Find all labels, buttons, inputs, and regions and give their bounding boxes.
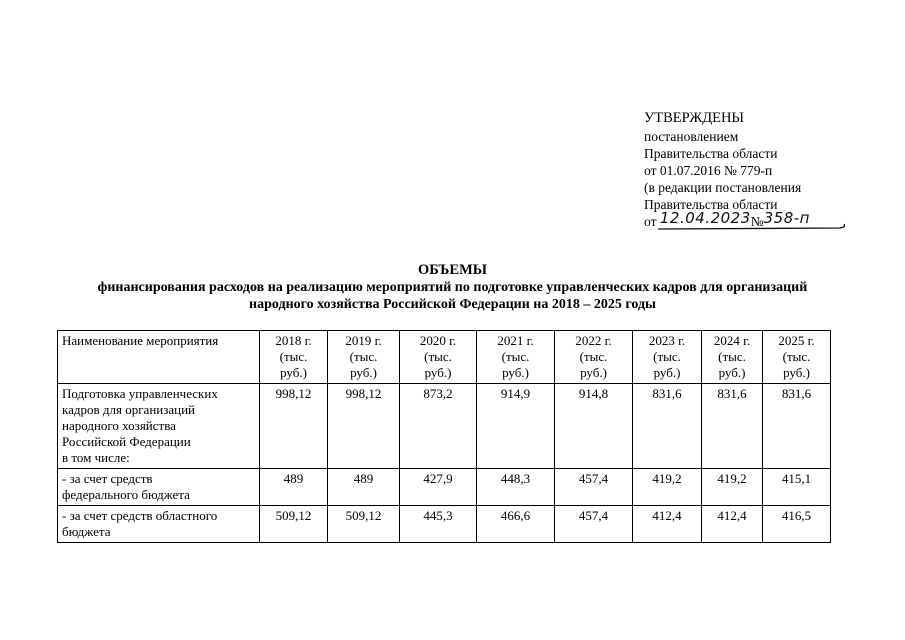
header-year-cell: 2024 г. (тыс. руб.)	[702, 331, 763, 384]
value-cell: 448,3	[477, 469, 555, 506]
table-header-row	[58, 331, 831, 384]
value-cell: 998,12	[260, 384, 328, 469]
value-cell: 445,3	[400, 506, 477, 543]
value-cell: 831,6	[633, 384, 702, 469]
approval-block	[644, 108, 884, 235]
value-cell: 489	[260, 469, 328, 506]
document-title	[20, 262, 885, 313]
header-year-cell: 2021 г. (тыс. руб.)	[477, 331, 555, 384]
value-cell: 412,4	[633, 506, 702, 543]
table-row	[58, 506, 831, 543]
header-year-cell: 2020 г. (тыс. руб.)	[400, 331, 477, 384]
title-main: ОБЪЕМЫ	[417, 262, 487, 278]
value-cell: 831,6	[702, 384, 763, 469]
approval-line: Правительства области	[644, 197, 778, 212]
approval-line: постановлением	[644, 129, 739, 144]
table-row	[58, 469, 831, 506]
table-row	[58, 384, 831, 469]
approval-line: от 01.07.2016 № 779-п	[644, 163, 773, 178]
value-cell: 419,2	[702, 469, 763, 506]
value-cell: 831,6	[763, 384, 831, 469]
date-prefix: от	[644, 214, 657, 229]
value-cell: 489	[328, 469, 400, 506]
value-cell: 914,8	[555, 384, 633, 469]
handwritten-date: 12.04.2023	[659, 209, 751, 227]
value-cell: 509,12	[260, 506, 328, 543]
value-cell: 914,9	[477, 384, 555, 469]
number-sign: №	[750, 214, 764, 229]
value-cell: 415,1	[763, 469, 831, 506]
title-line-3: народного хозяйства Российской Федерации на 2018 – 2025 годы	[249, 297, 656, 312]
handwritten-date-line	[644, 209, 884, 235]
row-name-cell: Подготовка управленческих кадров для организаций народного хозяйства Российской Федерации в том числе:	[58, 384, 260, 469]
value-cell: 509,12	[328, 506, 400, 543]
header-name-cell: Наименование мероприятия	[58, 331, 260, 384]
row-name-cell: - за счет средств федерального бюджета	[58, 469, 260, 506]
approval-line: (в редакции постановления	[644, 180, 802, 195]
approval-heading: УТВЕРЖДЕНЫ	[644, 110, 745, 126]
value-cell: 466,6	[477, 506, 555, 543]
value-cell: 412,4	[702, 506, 763, 543]
value-cell: 998,12	[328, 384, 400, 469]
row-name-cell: - за счет средств областного бюджета	[58, 506, 260, 543]
value-cell: 457,4	[555, 469, 633, 506]
header-year-cell: 2019 г. (тыс. руб.)	[328, 331, 400, 384]
value-cell: 427,9	[400, 469, 477, 506]
header-year-cell: 2018 г. (тыс. руб.)	[260, 331, 328, 384]
header-year-cell: 2025 г. (тыс. руб.)	[763, 331, 831, 384]
value-cell: 419,2	[633, 469, 702, 506]
value-cell: 457,4	[555, 506, 633, 543]
value-cell: 416,5	[763, 506, 831, 543]
financing-table	[57, 330, 831, 543]
value-cell: 873,2	[400, 384, 477, 469]
title-line-2: финансирования расходов на реализацию мероприятий по подготовке управленческих кадров для организаций	[97, 280, 808, 295]
signature-underline-icon	[658, 223, 848, 233]
header-year-cell: 2022 г. (тыс. руб.)	[555, 331, 633, 384]
handwritten-number: 358-п	[763, 209, 810, 227]
header-year-cell: 2023 г. (тыс. руб.)	[633, 331, 702, 384]
approval-line: Правительства области	[644, 146, 778, 161]
